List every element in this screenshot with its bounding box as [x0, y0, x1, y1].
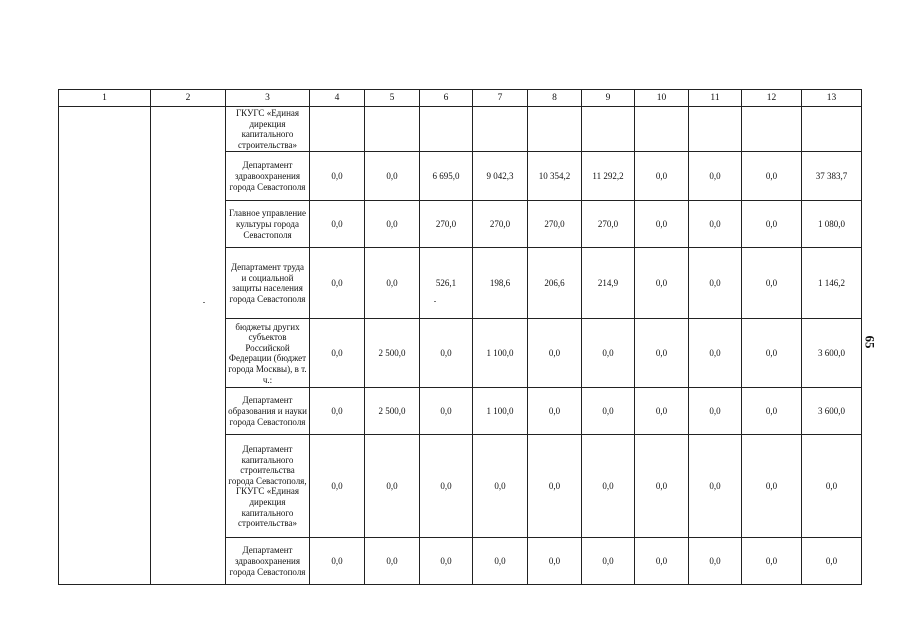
value-cell: 0,0 — [689, 152, 742, 201]
value-cell: 3 600,0 — [802, 388, 862, 435]
column-header: 2 — [151, 90, 226, 107]
value-cell — [420, 107, 473, 152]
column-header: 6 — [420, 90, 473, 107]
column-header: 5 — [365, 90, 420, 107]
value-cell: 2 500,0 — [365, 388, 420, 435]
value-cell: 270,0 — [473, 201, 528, 248]
value-cell: 0,0 — [365, 201, 420, 248]
value-cell: 0,0 — [742, 248, 802, 319]
source-name-cell: Главное управление культуры города Севастополя — [226, 201, 310, 248]
column-header: 3 — [226, 90, 310, 107]
value-cell: 0,0 — [635, 435, 689, 538]
value-cell: 0,0 — [635, 319, 689, 388]
value-cell — [365, 107, 420, 152]
value-cell: 270,0 — [582, 201, 635, 248]
merged-cell-col2 — [151, 107, 226, 585]
column-header: 12 — [742, 90, 802, 107]
value-cell: 0,0 — [310, 201, 365, 248]
source-name-cell: ГКУГС «Единая дирекция капитального строительства» — [226, 107, 310, 152]
value-cell: 0,0 — [742, 201, 802, 248]
source-name-cell: Департамент образования и науки города Севастополя — [226, 388, 310, 435]
value-cell: 0,0 — [420, 538, 473, 585]
value-cell: 270,0 — [528, 201, 582, 248]
value-cell: 11 292,2 — [582, 152, 635, 201]
value-cell: 6 695,0 — [420, 152, 473, 201]
value-cell: 9 042,3 — [473, 152, 528, 201]
value-cell: 0,0 — [528, 319, 582, 388]
value-cell: 0,0 — [689, 435, 742, 538]
value-cell: 0,0 — [635, 388, 689, 435]
value-cell: 3 600,0 — [802, 319, 862, 388]
value-cell: 270,0 — [420, 201, 473, 248]
source-name-cell: Департамент здравоохранения города Севастополя — [226, 152, 310, 201]
column-header: 10 — [635, 90, 689, 107]
value-cell: 1 080,0 — [802, 201, 862, 248]
value-cell: 0,0 — [742, 152, 802, 201]
value-cell: 0,0 — [310, 388, 365, 435]
value-cell: 198,6 — [473, 248, 528, 319]
value-cell: 37 383,7 — [802, 152, 862, 201]
value-cell — [310, 107, 365, 152]
value-cell: 0,0 — [742, 388, 802, 435]
value-cell: 0,0 — [635, 152, 689, 201]
value-cell: 0,0 — [689, 388, 742, 435]
column-header: 13 — [802, 90, 862, 107]
header-row — [59, 90, 862, 107]
value-cell: 0,0 — [635, 201, 689, 248]
value-cell: 0,0 — [742, 435, 802, 538]
source-name-cell: бюджеты других субъектов Российской Федерации (бюджет города Москвы), в т. ч.: — [226, 319, 310, 388]
source-name-cell: Департамент капитального строительства города Севастополя, ГКУГС «Единая дирекция капитального строительства» — [226, 435, 310, 538]
value-cell: 0,0 — [473, 435, 528, 538]
value-cell: 206,6 — [528, 248, 582, 319]
value-cell: 0,0 — [365, 152, 420, 201]
value-cell: 0,0 — [582, 435, 635, 538]
value-cell: 0,0 — [582, 538, 635, 585]
value-cell: 0,0 — [689, 538, 742, 585]
value-cell: 0,0 — [420, 388, 473, 435]
value-cell: 1 146,2 — [802, 248, 862, 319]
value-cell: 0,0 — [802, 435, 862, 538]
value-cell: 0,0 — [420, 319, 473, 388]
source-name-cell: Департамент труда и социальной защиты населения города Севастополя — [226, 248, 310, 319]
value-cell: 526,1 — [420, 248, 473, 319]
value-cell: 2 500,0 — [365, 319, 420, 388]
value-cell: 0,0 — [365, 248, 420, 319]
value-cell — [635, 107, 689, 152]
source-name-cell: Департамент здравоохранения города Севастополя — [226, 538, 310, 585]
value-cell: 0,0 — [310, 538, 365, 585]
column-header: 9 — [582, 90, 635, 107]
column-header: 4 — [310, 90, 365, 107]
column-header: 8 — [528, 90, 582, 107]
value-cell: 0,0 — [742, 538, 802, 585]
value-cell: 0,0 — [742, 319, 802, 388]
value-cell: 0,0 — [473, 538, 528, 585]
value-cell — [802, 107, 862, 152]
value-cell: 0,0 — [310, 248, 365, 319]
value-cell: 0,0 — [689, 248, 742, 319]
budget-table — [58, 89, 862, 585]
value-cell — [689, 107, 742, 152]
value-cell: 0,0 — [365, 435, 420, 538]
column-header: 11 — [689, 90, 742, 107]
value-cell: 214,9 — [582, 248, 635, 319]
value-cell: 0,0 — [528, 538, 582, 585]
merged-cell-col1 — [59, 107, 151, 585]
value-cell: 0,0 — [582, 319, 635, 388]
value-cell: 0,0 — [582, 388, 635, 435]
value-cell: 0,0 — [310, 435, 365, 538]
value-cell: 0,0 — [310, 152, 365, 201]
scan-speck — [203, 302, 205, 303]
value-cell: 1 100,0 — [473, 319, 528, 388]
value-cell — [473, 107, 528, 152]
value-cell: 1 100,0 — [473, 388, 528, 435]
value-cell: 0,0 — [802, 538, 862, 585]
value-cell: 0,0 — [528, 388, 582, 435]
value-cell: 0,0 — [528, 435, 582, 538]
scan-speck — [434, 301, 436, 302]
value-cell: 0,0 — [420, 435, 473, 538]
value-cell: 0,0 — [365, 538, 420, 585]
column-header: 1 — [59, 90, 151, 107]
value-cell: 10 354,2 — [528, 152, 582, 201]
value-cell — [528, 107, 582, 152]
page-number: 65 — [862, 335, 878, 349]
value-cell: 0,0 — [689, 319, 742, 388]
value-cell: 0,0 — [635, 538, 689, 585]
value-cell: 0,0 — [310, 319, 365, 388]
value-cell: 0,0 — [689, 201, 742, 248]
table-row — [59, 107, 862, 152]
value-cell: 0,0 — [635, 248, 689, 319]
column-header: 7 — [473, 90, 528, 107]
value-cell — [582, 107, 635, 152]
value-cell — [742, 107, 802, 152]
